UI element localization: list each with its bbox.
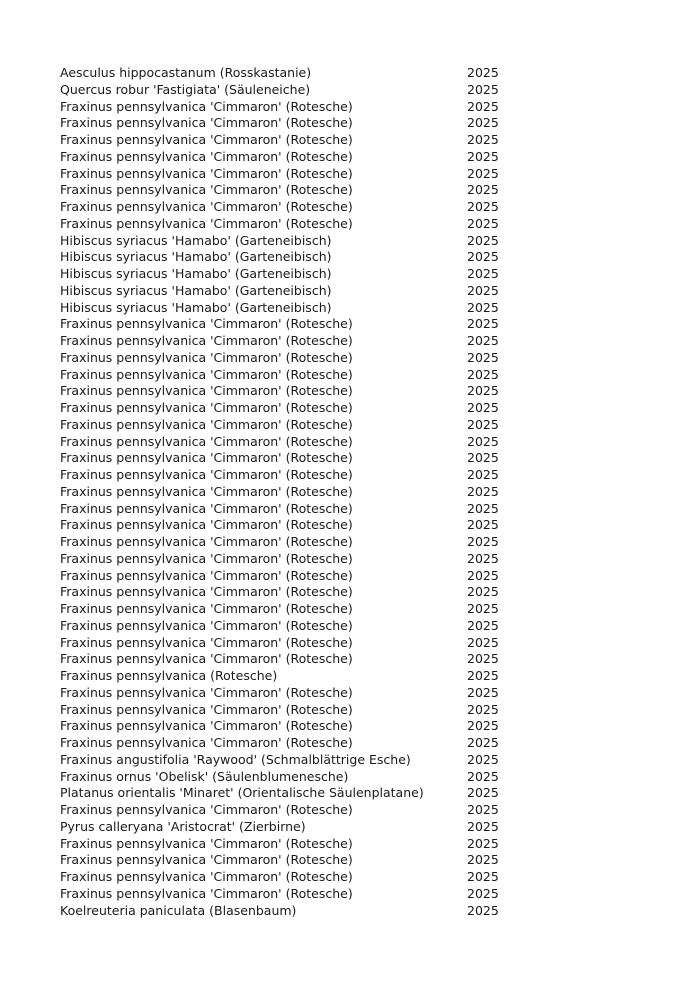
list-item xyxy=(60,752,520,769)
planting-year: 2025 xyxy=(467,400,499,415)
planting-year: 2025 xyxy=(467,383,499,399)
planting-year: 2025 xyxy=(467,115,499,131)
tree-planting-list xyxy=(60,65,520,919)
tree-species-name: Fraxinus pennsylvanica 'Cimmaron' (Rotesche) xyxy=(60,416,353,432)
tree-species-name: Fraxinus pennsylvanica 'Cimmaron' (Rotesche) xyxy=(60,316,353,332)
tree-species-name: Fraxinus pennsylvanica 'Cimmaron' (Rotesche) xyxy=(60,467,353,482)
tree-species-name: Platanus orientalis 'Minaret' (Orientalische Säulenplatane) xyxy=(60,785,424,801)
tree-species-name: Fraxinus pennsylvanica 'Cimmaron' (Rotesche) xyxy=(60,182,353,198)
planting-year: 2025 xyxy=(467,852,499,868)
list-item xyxy=(60,300,520,317)
tree-species-name: Fraxinus angustifolia 'Raywood' (Schmalblättrige Esche) xyxy=(60,751,411,767)
planting-year: 2025 xyxy=(467,701,499,717)
planting-year: 2025 xyxy=(467,668,499,683)
list-item xyxy=(60,233,520,250)
list-item xyxy=(60,450,520,467)
tree-species-name: Fraxinus pennsylvanica 'Cimmaron' (Rotesche) xyxy=(60,735,353,750)
list-item xyxy=(60,350,520,367)
planting-year: 2025 xyxy=(467,684,499,700)
tree-species-name: Fraxinus pennsylvanica (Rotesche) xyxy=(60,668,278,683)
planting-year: 2025 xyxy=(467,132,499,147)
tree-species-name: Fraxinus pennsylvanica 'Cimmaron' (Rotesche) xyxy=(60,517,353,533)
list-item xyxy=(60,484,520,501)
list-item xyxy=(60,618,520,635)
planting-year: 2025 xyxy=(467,182,499,198)
list-item xyxy=(60,584,520,601)
planting-year: 2025 xyxy=(467,802,499,817)
list-item xyxy=(60,149,520,166)
planting-year: 2025 xyxy=(467,433,499,449)
planting-year: 2025 xyxy=(467,584,499,600)
tree-species-name: Fraxinus pennsylvanica 'Cimmaron' (Rotesche) xyxy=(60,852,353,868)
tree-species-name: Fraxinus pennsylvanica 'Cimmaron' (Rotesche) xyxy=(60,885,353,901)
planting-year: 2025 xyxy=(467,735,499,750)
list-item xyxy=(60,266,520,283)
tree-species-name: Fraxinus pennsylvanica 'Cimmaron' (Rotesche) xyxy=(60,115,353,131)
list-item xyxy=(60,735,520,752)
planting-year: 2025 xyxy=(467,450,499,466)
planting-year: 2025 xyxy=(467,718,499,734)
tree-species-name: Fraxinus pennsylvanica 'Cimmaron' (Rotesche) xyxy=(60,567,353,583)
list-item xyxy=(60,836,520,853)
tree-species-name: Fraxinus pennsylvanica 'Cimmaron' (Rotesche) xyxy=(60,684,353,700)
tree-species-name: Fraxinus pennsylvanica 'Cimmaron' (Rotesche) xyxy=(60,483,353,499)
planting-year: 2025 xyxy=(467,751,499,767)
tree-species-name: Aesculus hippocastanum (Rosskastanie) xyxy=(60,65,312,80)
list-item xyxy=(60,718,520,735)
list-item xyxy=(60,400,520,417)
planting-year: 2025 xyxy=(467,601,499,616)
list-item xyxy=(60,517,520,534)
tree-species-name: Fraxinus pennsylvanica 'Cimmaron' (Rotesche) xyxy=(60,869,353,884)
planting-year: 2025 xyxy=(467,634,499,650)
planting-year: 2025 xyxy=(467,534,499,549)
tree-species-name: Fraxinus pennsylvanica 'Cimmaron' (Rotesche) xyxy=(60,651,353,667)
tree-species-name: Pyrus calleryana 'Aristocrat' (Zierbirne) xyxy=(60,818,306,834)
list-item xyxy=(60,869,520,886)
tree-species-name: Fraxinus pennsylvanica 'Cimmaron' (Rotesche) xyxy=(60,215,353,231)
planting-year: 2025 xyxy=(467,869,499,884)
list-item xyxy=(60,383,520,400)
list-item xyxy=(60,819,520,836)
tree-species-name: Fraxinus pennsylvanica 'Cimmaron' (Rotesche) xyxy=(60,584,353,600)
list-item xyxy=(60,333,520,350)
planting-year: 2025 xyxy=(467,282,499,298)
list-item xyxy=(60,668,520,685)
list-item xyxy=(60,82,520,99)
list-item xyxy=(60,785,520,802)
tree-species-name: Hibiscus syriacus 'Hamabo' (Garteneibisch) xyxy=(60,299,332,315)
tree-species-name: Hibiscus syriacus 'Hamabo' (Garteneibisch) xyxy=(60,266,332,281)
planting-year: 2025 xyxy=(467,249,499,265)
planting-year: 2025 xyxy=(467,467,499,482)
planting-year: 2025 xyxy=(467,98,499,114)
list-item xyxy=(60,769,520,786)
tree-species-name: Hibiscus syriacus 'Hamabo' (Garteneibisch) xyxy=(60,249,332,265)
list-item xyxy=(60,534,520,551)
planting-year: 2025 xyxy=(467,835,499,851)
planting-year: 2025 xyxy=(467,416,499,432)
planting-year: 2025 xyxy=(467,148,499,164)
planting-year: 2025 xyxy=(467,550,499,566)
tree-species-name: Fraxinus pennsylvanica 'Cimmaron' (Rotesche) xyxy=(60,601,353,616)
planting-year: 2025 xyxy=(467,366,499,382)
list-item xyxy=(60,802,520,819)
planting-year: 2025 xyxy=(467,349,499,365)
planting-year: 2025 xyxy=(467,316,499,332)
list-item xyxy=(60,903,520,920)
list-item xyxy=(60,685,520,702)
list-item xyxy=(60,651,520,668)
list-item xyxy=(60,434,520,451)
tree-species-name: Fraxinus pennsylvanica 'Cimmaron' (Rotesche) xyxy=(60,98,353,114)
planting-year: 2025 xyxy=(467,165,499,181)
tree-species-name: Hibiscus syriacus 'Hamabo' (Garteneibisch) xyxy=(60,232,332,248)
tree-species-name: Fraxinus pennsylvanica 'Cimmaron' (Rotesche) xyxy=(60,400,353,415)
list-item xyxy=(60,199,520,216)
planting-year: 2025 xyxy=(467,81,499,97)
list-item xyxy=(60,886,520,903)
list-item xyxy=(60,283,520,300)
planting-year: 2025 xyxy=(467,215,499,231)
tree-species-name: Fraxinus pennsylvanica 'Cimmaron' (Rotesche) xyxy=(60,718,353,734)
tree-species-name: Fraxinus pennsylvanica 'Cimmaron' (Rotesche) xyxy=(60,333,353,348)
tree-species-name: Fraxinus pennsylvanica 'Cimmaron' (Rotesche) xyxy=(60,165,353,181)
planting-year: 2025 xyxy=(467,232,499,248)
list-item xyxy=(60,702,520,719)
list-item xyxy=(60,316,520,333)
list-item xyxy=(60,166,520,183)
tree-species-name: Fraxinus pennsylvanica 'Cimmaron' (Rotesche) xyxy=(60,383,353,399)
list-item xyxy=(60,367,520,384)
list-item xyxy=(60,601,520,618)
planting-year: 2025 xyxy=(467,500,499,516)
tree-species-name: Fraxinus pennsylvanica 'Cimmaron' (Rotesche) xyxy=(60,349,353,365)
list-item xyxy=(60,115,520,132)
tree-species-name: Fraxinus pennsylvanica 'Cimmaron' (Rotesche) xyxy=(60,701,353,717)
list-item xyxy=(60,501,520,518)
tree-species-name: Fraxinus pennsylvanica 'Cimmaron' (Rotesche) xyxy=(60,500,353,516)
tree-species-name: Fraxinus pennsylvanica 'Cimmaron' (Rotesche) xyxy=(60,550,353,566)
tree-species-name: Fraxinus pennsylvanica 'Cimmaron' (Rotesche) xyxy=(60,835,353,851)
planting-year: 2025 xyxy=(467,885,499,901)
tree-species-name: Fraxinus pennsylvanica 'Cimmaron' (Rotesche) xyxy=(60,450,353,466)
planting-year: 2025 xyxy=(467,483,499,499)
list-item xyxy=(60,551,520,568)
list-item xyxy=(60,568,520,585)
tree-species-name: Fraxinus ornus 'Obelisk' (Säulenblumenesche) xyxy=(60,768,349,784)
planting-year: 2025 xyxy=(467,651,499,667)
list-item xyxy=(60,635,520,652)
tree-species-name: Fraxinus pennsylvanica 'Cimmaron' (Rotesche) xyxy=(60,433,353,449)
tree-species-name: Quercus robur 'Fastigiata' (Säuleneiche) xyxy=(60,81,311,97)
planting-year: 2025 xyxy=(467,902,499,918)
tree-species-name: Fraxinus pennsylvanica 'Cimmaron' (Rotesche) xyxy=(60,802,353,817)
planting-year: 2025 xyxy=(467,517,499,533)
list-item xyxy=(60,852,520,869)
tree-species-name: Fraxinus pennsylvanica 'Cimmaron' (Rotesche) xyxy=(60,617,353,633)
planting-year: 2025 xyxy=(467,785,499,801)
list-item xyxy=(60,182,520,199)
tree-species-name: Hibiscus syriacus 'Hamabo' (Garteneibisch) xyxy=(60,282,332,298)
planting-year: 2025 xyxy=(467,818,499,834)
planting-year: 2025 xyxy=(467,299,499,315)
planting-year: 2025 xyxy=(467,567,499,583)
planting-year: 2025 xyxy=(467,333,499,348)
planting-year: 2025 xyxy=(467,199,499,214)
tree-species-name: Fraxinus pennsylvanica 'Cimmaron' (Rotesche) xyxy=(60,132,353,147)
list-item xyxy=(60,132,520,149)
tree-species-name: Fraxinus pennsylvanica 'Cimmaron' (Rotesche) xyxy=(60,634,353,650)
planting-year: 2025 xyxy=(467,768,499,784)
list-item xyxy=(60,216,520,233)
list-item xyxy=(60,249,520,266)
planting-year: 2025 xyxy=(467,266,499,281)
list-item xyxy=(60,467,520,484)
tree-species-name: Fraxinus pennsylvanica 'Cimmaron' (Rotesche) xyxy=(60,366,353,382)
planting-year: 2025 xyxy=(467,617,499,633)
list-item xyxy=(60,417,520,434)
list-item xyxy=(60,65,520,82)
tree-species-name: Fraxinus pennsylvanica 'Cimmaron' (Rotesche) xyxy=(60,148,353,164)
tree-species-name: Fraxinus pennsylvanica 'Cimmaron' (Rotesche) xyxy=(60,534,353,549)
list-item xyxy=(60,99,520,116)
planting-year: 2025 xyxy=(467,65,499,80)
tree-species-name: Koelreuteria paniculata (Blasenbaum) xyxy=(60,902,297,918)
tree-species-name: Fraxinus pennsylvanica 'Cimmaron' (Rotesche) xyxy=(60,199,353,214)
